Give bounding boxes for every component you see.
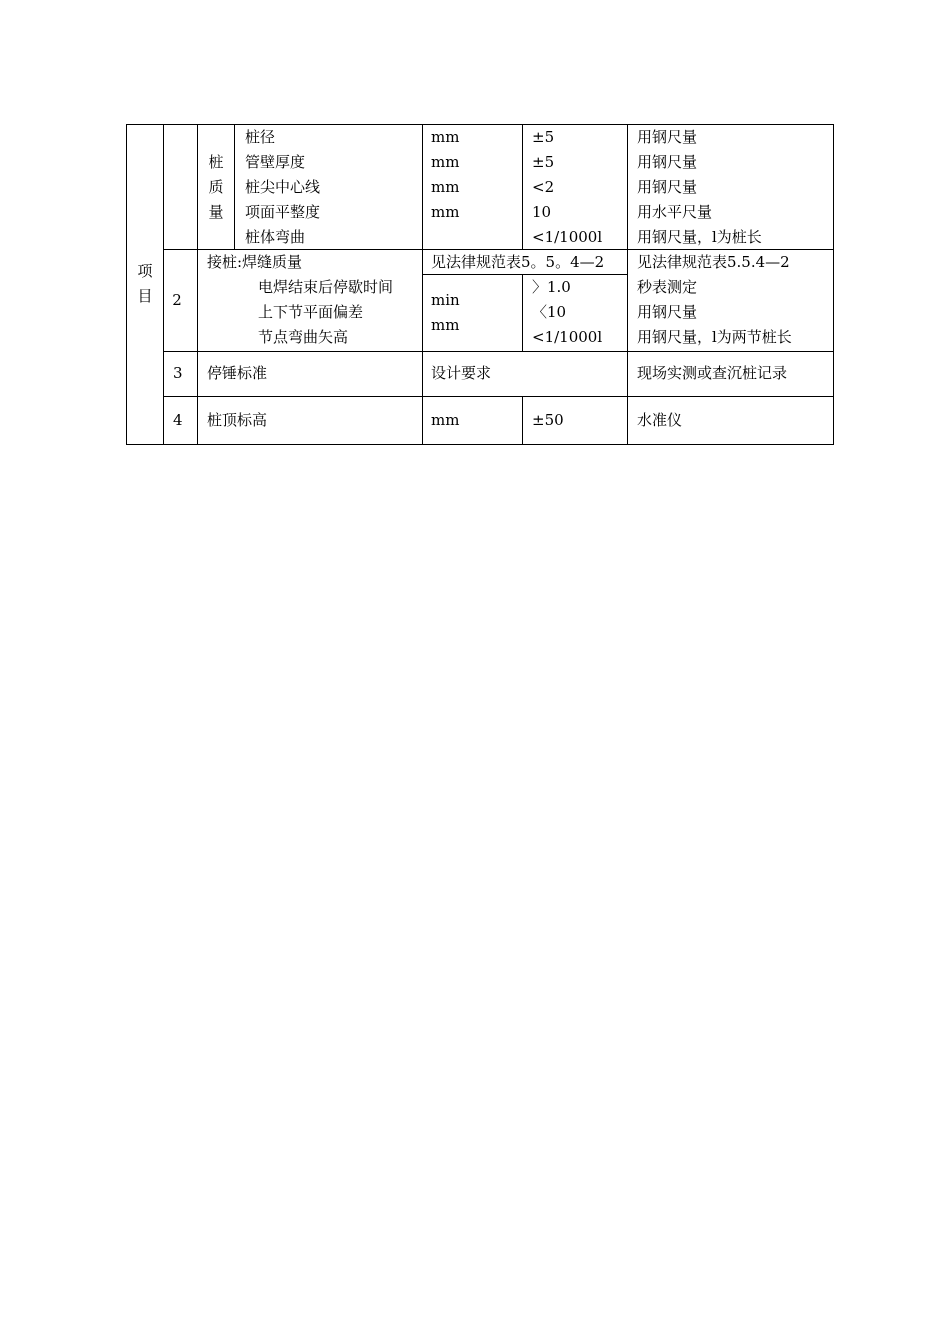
row4-unit: mm (431, 411, 460, 429)
pile-quality-items (245, 125, 320, 250)
col-divider-1 (163, 124, 164, 445)
pile-quality-allowances: ±5 ±5 <2 10 <1/1000l (532, 128, 603, 246)
col-divider-6 (627, 124, 628, 445)
col-divider-5a (522, 124, 523, 250)
item-pile-bending: 桩体弯曲 (245, 228, 306, 246)
pile-quality-methods: 用钢尺量 用钢尺量 用钢尺量 用水平尺量 用钢尺量，l为桩长 (637, 128, 762, 246)
row4-number: 4 (173, 411, 183, 429)
row2-title: 接桩:焊缝质量 (207, 253, 303, 271)
col-divider-4 (422, 124, 423, 445)
row3-item: 停锤标准 (207, 364, 268, 382)
item-pile-diameter: 桩径 (245, 128, 276, 146)
pile-quality-units: mm mm mm mm (431, 128, 460, 221)
row2-methods: 见法律规范表5.5.4—2 秒表测定 用钢尺量 用钢尺量，l为两节桩长 (637, 253, 792, 346)
pile-quality-label: 桩 质 量 (208, 153, 224, 221)
row-divider-3 (163, 396, 834, 397)
col-divider-3 (234, 124, 235, 250)
item-wall-thickness: 管壁厚度 (245, 153, 306, 171)
row4-allowance: ±50 (532, 411, 564, 429)
row3-method: 现场实测或查沉桩记录 (637, 364, 788, 382)
border-right (833, 124, 834, 445)
border-bottom (126, 444, 834, 445)
col-divider-5c (522, 396, 523, 445)
row3-requirement: 设计要求 (431, 364, 492, 382)
row2-subitems: 电焊结束后停歇时间 上下节平面偏差 节点弯曲矢高 (258, 278, 394, 346)
row2-allowances: 〉1.0 〈10 <1/1000l (532, 278, 603, 346)
row2-spec-ref: 见法律规范表5。5。4—2 (431, 253, 605, 271)
row2-number: 2 (172, 291, 182, 309)
row4-method: 水准仪 (637, 411, 683, 429)
row4-item: 桩顶标高 (207, 411, 268, 429)
section-label: 项 目 (137, 262, 153, 305)
row2-units: min mm (431, 291, 460, 334)
row-divider-2 (163, 351, 834, 352)
col-divider-5b (522, 274, 523, 352)
item-top-flatness: 项面平整度 (245, 203, 321, 221)
item-tip-centerline: 桩尖中心线 (245, 178, 321, 196)
row3-number: 3 (173, 364, 183, 382)
